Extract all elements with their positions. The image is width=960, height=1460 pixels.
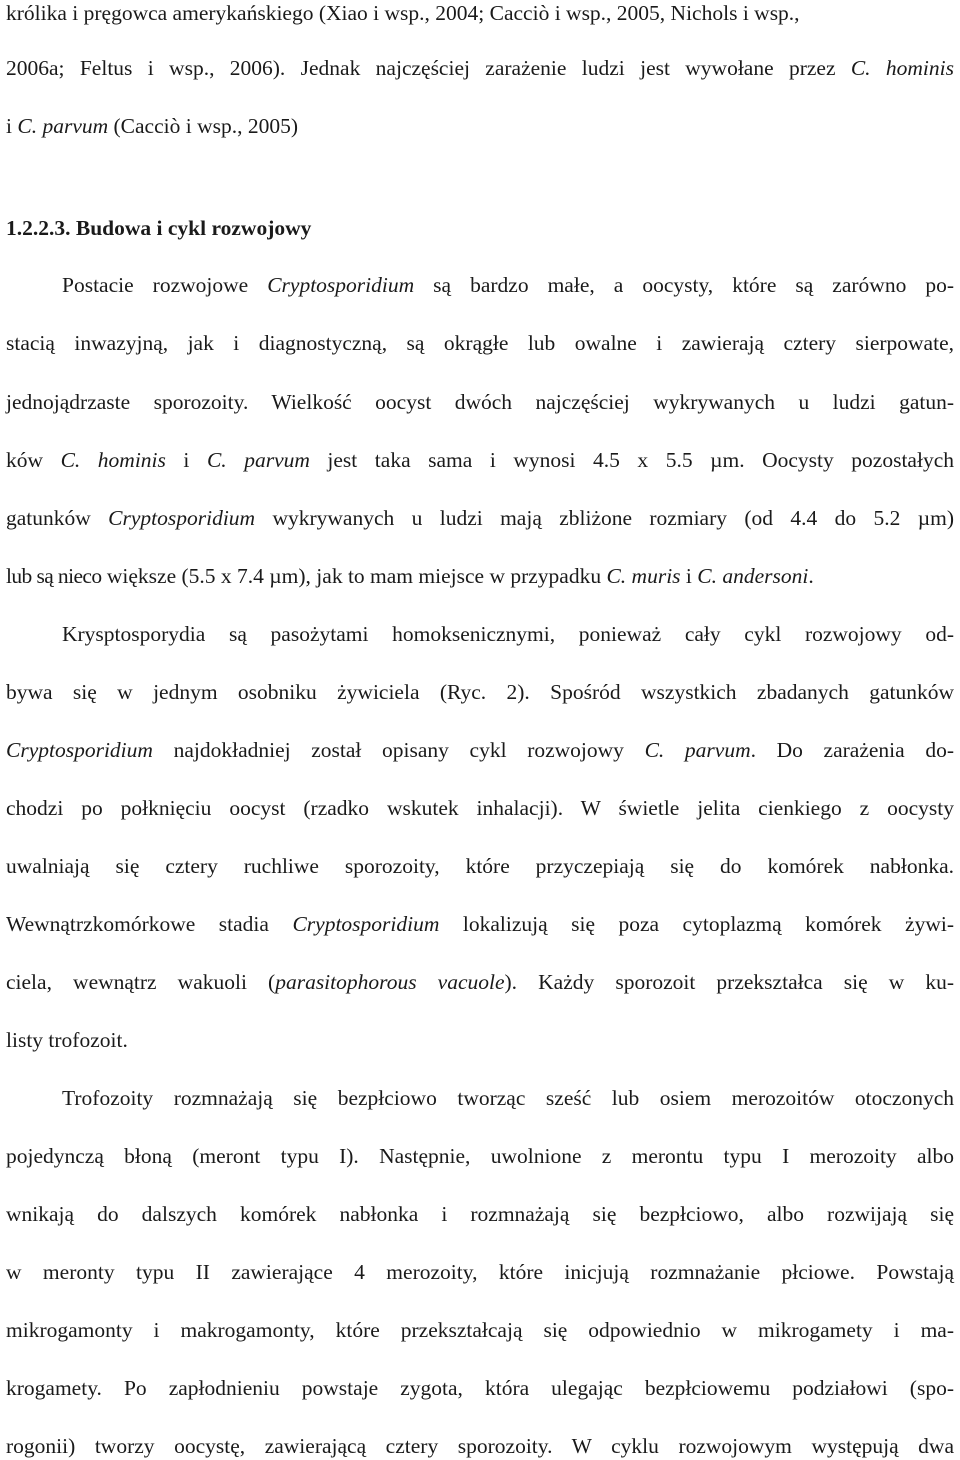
text-line [6,737,954,763]
text-line [6,1259,954,1285]
text-line [6,1085,954,1111]
text-line [6,505,954,531]
text-line [6,1375,954,1401]
species-name: C. hominis [60,448,166,472]
genus-name: Cryptosporidium [292,912,440,936]
text-line [6,1317,954,1343]
text-span: i [165,448,207,472]
text-span: i [6,114,18,138]
text-span: ciela, wewnątrz wakuoli ( [6,970,276,994]
text-line [6,55,954,81]
text-line [6,853,954,879]
text-span: królika i pręgowca amerykańskiego (Xiao i wsp., 2004; Cacciò i wsp., 2005, Nichols i wsp., [6,1,800,25]
text-span: Krysptosporydia są pasożytami homoksenicznymi, ponieważ cały cykl rozwojowy od- [62,622,954,646]
text-span: pojedynczą błoną (meront typu I). Następnie, uwolnione z merontu typu I merozoity albo [6,1144,954,1168]
text-span: krogamety. Po zapłodnieniu powstaje zygota, która ulegając bezpłciowemu podziałowi (spo- [6,1376,954,1400]
species-name: C. andersoni [697,564,809,588]
text-span: są bardzo małe, a oocysty, które są zarówno po- [414,273,955,297]
text-span: . Do zarażenia do- [750,738,954,762]
text-span: i [680,564,698,588]
species-name: C. muris [606,564,681,588]
text-span: . [808,564,814,588]
text-span: mikrogamonty i makrogamonty, które przekształcają się odpowiednio w mikrogamety i ma- [6,1318,954,1342]
species-name: C. hominis [850,56,954,80]
text-line [6,969,954,995]
text-line [6,911,954,937]
text-line [6,0,954,26]
genus-name: Cryptosporidium [108,506,256,530]
text-span: 2006a; Feltus i wsp., 2006). Jednak najczęściej zarażenie ludzi jest wywołane przez [6,56,851,80]
text-line [6,679,954,705]
text-line [6,330,954,356]
text-span: najdokładniej został opisany cykl rozwojowy [152,738,645,762]
species-name: C. parvum [644,738,751,762]
text-line [6,563,954,589]
text-line [6,795,954,821]
text-span: ). Każdy sporozoit przekształca się w ku- [504,970,954,994]
text-line [6,1143,954,1169]
text-line [6,447,954,473]
text-line [6,272,954,298]
text-span: rogonii) tworzy oocystę, zawierającą cztery sporozoity. W cyklu rozwojowym występują dwa [6,1434,954,1458]
text-span: w meronty typu II zawierające 4 merozoity, które inicjują rozmnażanie płciowe. Powstają [6,1260,954,1284]
text-span: Postacie rozwojowe [62,273,268,297]
text-span: uwalniają się cztery ruchliwe sporozoity, które przyczepiają się do komórek nabłonka. [6,854,954,878]
section-heading: 1.2.2.3. Budowa i cykl rozwojowy [6,216,312,240]
text-span: lub są nieco [6,564,102,588]
text-span: gatunków [6,506,109,530]
genus-name: Cryptosporidium [6,738,153,762]
text-span: bywa się w jednym osobniku żywiciela (Ryc. 2). Spośród wszystkich zbadanych gatunków [6,680,954,704]
text-span: wnikają do dalszych komórek nabłonka i rozmnażają się bezpłciowo, albo rozwijają się [6,1202,954,1226]
text-line [6,1201,954,1227]
text-span: stacią inwazyjną, jak i diagnostyczną, są okrągłe lub owalne i zawierają cztery sierpowate, [6,331,954,355]
text-span: ków [6,448,61,472]
text-line [6,621,954,647]
text-span: (Cacciò i wsp., 2005) [108,114,299,138]
text-span: jednojądrzaste sporozoity. Wielkość oocyst dwóch najczęściej wykrywanych u ludzi gatun- [6,390,954,414]
text-span: chodzi po połknięciu oocyst (rzadko wskutek inhalacji). W świetle jelita cienkiego z oocysty [6,796,954,820]
species-name: C. parvum [206,448,310,472]
text-span: Wewnątrzkomórkowe stadia [6,912,293,936]
text-line [6,1433,954,1459]
text-line [6,113,954,139]
text-line [6,389,954,415]
text-span: większe (5.5 x 7.4 µm), jak to mam miejsce w przypadku [101,564,607,588]
latin-term: parasitophorous vacuole [275,970,505,994]
text-line [6,1027,954,1053]
text-span: lokalizują się poza cytoplazmą komórek żywi- [439,912,954,936]
genus-name: Cryptosporidium [267,273,415,297]
text-span: jest taka sama i wynosi 4.5 x 5.5 µm. Oocysty pozostałych [309,448,954,472]
text-span: wykrywanych u ludzi mają zbliżone rozmiary (od 4.4 do 5.2 µm) [255,506,954,530]
text-span: listy trofozoit. [6,1028,128,1052]
species-name: C. parvum [17,114,109,138]
text-span: Trofozoity rozmnażają się bezpłciowo tworząc sześć lub osiem merozoitów otoczonych [62,1086,954,1110]
